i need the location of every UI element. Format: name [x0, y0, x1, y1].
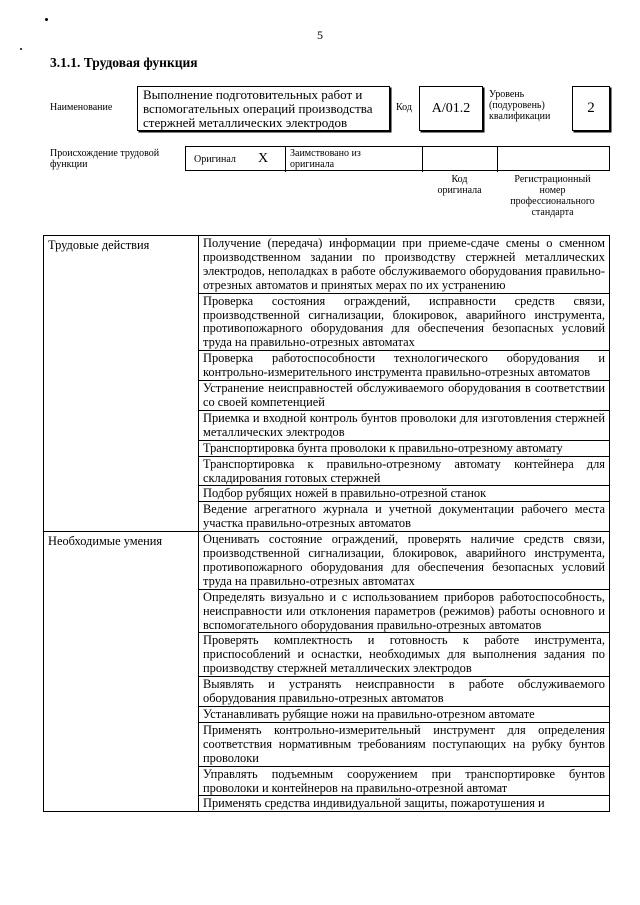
page-number: 5 — [317, 28, 323, 42]
item-cell: Управлять подъемным сооружением при транспортировке бунтов проволоки и контейнеров на правильно-отрезной автомат — [199, 766, 610, 796]
function-code-box: А/01.2 — [419, 86, 483, 131]
item-cell: Транспортировка бунта проволоки к правильно-отрезному автомату — [199, 440, 610, 456]
item-cell: Проверять комплектность и готовность к работе инструмента, приспособлений и оснастки, необходимых для выполнения задания по производству стержней металлических электродов — [199, 633, 610, 677]
table-row — [44, 532, 610, 590]
reg-number-cell — [498, 147, 609, 172]
origin-row — [185, 146, 610, 171]
item-cell: Выявлять и устранять неисправности в работе обслуживаемого оборудования правильно-отрезных автоматов — [199, 677, 610, 707]
scan-speck — [20, 48, 22, 50]
code-label: Код — [396, 102, 412, 113]
item-cell: Определять визуально и с использованием приборов работоспособность, неисправности или отклонения параметров (режимов) работы основного и вспомогательного оборудования правильно-отрезных автоматов — [199, 589, 610, 633]
item-cell: Ведение агрегатного журнала и учетной документации рабочего места участка правильно-отрезных автоматов — [199, 502, 610, 532]
section-title-cell: Трудовые действия — [44, 236, 199, 532]
original-cell — [186, 147, 286, 172]
item-cell: Устанавливать рубящие ножи на правильно-отрезном автомате — [199, 707, 610, 723]
function-name-box: Выполнение подготовительных работ и вспомогательных операций производства стержней металлических электродов — [137, 86, 390, 131]
item-cell: Подбор рубящих ножей в правильно-отрезной станок — [199, 486, 610, 502]
original-label: Оригинал — [194, 154, 236, 165]
reg-number-label: Регистрационный номер профессионального стандарта — [510, 174, 595, 218]
code-original-cell — [423, 147, 498, 172]
item-cell: Приемка и входной контроль бунтов проволоки для изготовления стержней металлических электродов — [199, 410, 610, 440]
item-cell: Проверка состояния ограждений, исправности средств связи, производственной сигнализации, блокировок, аварийного инструмента, противопожарного оборудования для обеспечения безопасных условий труда на правильно-отрезных автоматах — [199, 293, 610, 351]
origin-label: Происхождение трудовой функции — [50, 148, 160, 170]
item-cell: Оценивать состояние ограждений, проверять наличие средств связи, производственной сигнализации, блокировок, аварийного инструмента, противопожарного оборудования для обеспечения безопасных условий труда на правильно-отрезных автоматах — [199, 532, 610, 590]
scan-speck — [45, 18, 48, 21]
item-cell: Устранение неисправностей обслуживаемого оборудования в соответствии со своей компетенцией — [199, 381, 610, 411]
table-row — [44, 236, 610, 294]
name-label: Наименование — [50, 102, 113, 113]
item-cell: Получение (передача) информации при приеме-сдаче смены о сменном производственном задании по производству стержней металлических электродов, неполадках в работе обслуживаемого оборудования правильно-отрезных автоматов и принятых мерах по их устранению — [199, 236, 610, 294]
section-title-cell: Необходимые умения — [44, 532, 199, 812]
functions-table — [43, 235, 610, 812]
original-mark: X — [258, 151, 269, 166]
item-cell: Транспортировка к правильно-отрезному автомату контейнера для складирования готовых стержней — [199, 456, 610, 486]
borrowed-label: Заимствовано из оригинала — [290, 148, 361, 170]
level-label: Уровень (подуровень) квалификации — [489, 89, 551, 122]
item-cell: Применять контрольно-измерительный инструмент для определения соответствия нормативным требованиям поступающих на рубку бунтов проволоки — [199, 722, 610, 766]
level-box: 2 — [572, 86, 610, 131]
item-cell: Применять средства индивидуальной защиты, пожаротушения и — [199, 796, 610, 812]
item-cell: Проверка работоспособности технологического оборудования и контрольно-измерительного инструмента правильно-отрезных автоматов — [199, 351, 610, 381]
section-title: 3.1.1. Трудовая функция — [50, 55, 198, 70]
code-original-label: Код оригинала — [437, 174, 482, 196]
borrowed-cell — [286, 147, 423, 172]
